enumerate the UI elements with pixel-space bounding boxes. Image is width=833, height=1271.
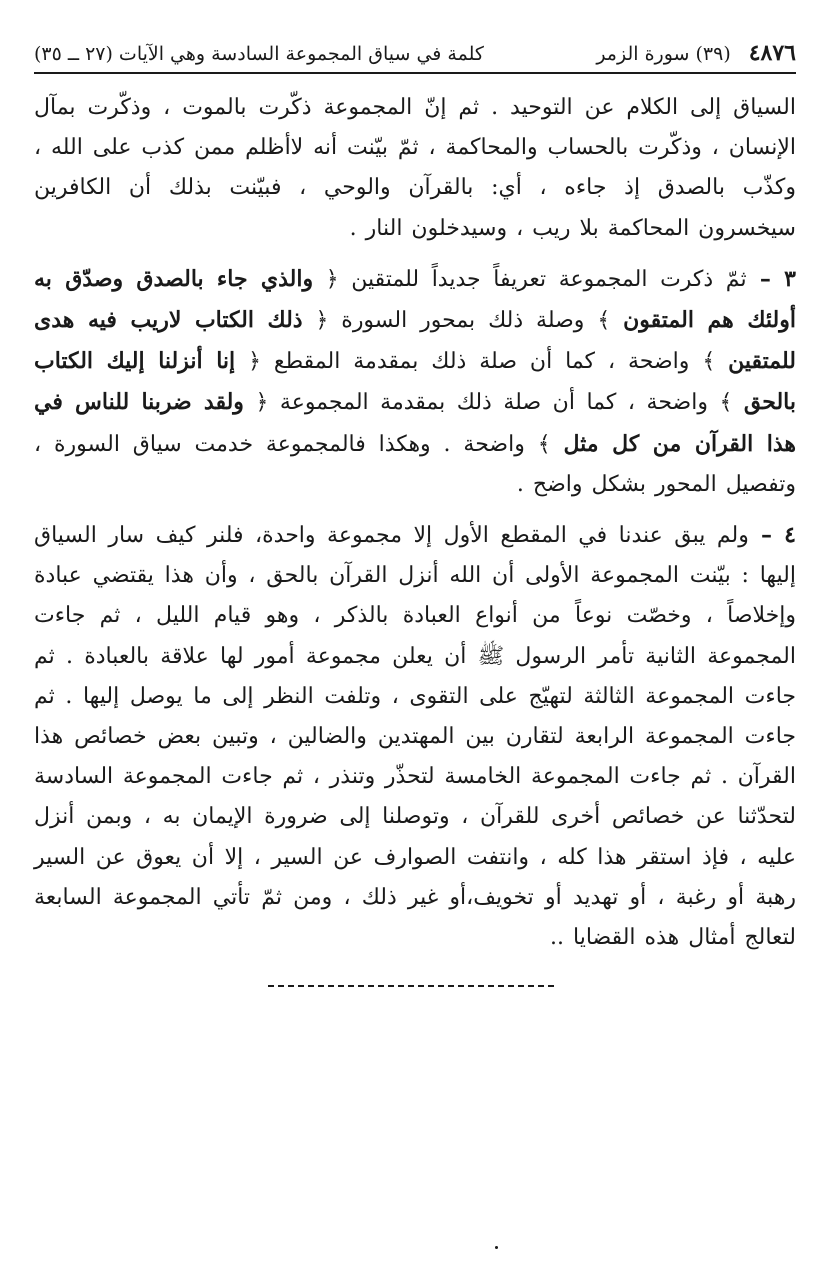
text-run: ﴾ وصلة ذلك بمحور السورة ﴿: [302, 308, 624, 334]
bold-text-run: إنا أنزلنا إليك الكتاب بالحق: [34, 348, 796, 416]
section-divider: [268, 985, 554, 987]
section-title: كلمة في سياق المجموعة السادسة وهي الآيات (٢٧ ــ ٣٥): [34, 43, 484, 65]
book-page: [34, 40, 796, 968]
bold-text-run: ٣ –: [746, 265, 796, 292]
paragraph: [34, 515, 796, 958]
text-run: ثمّ ذكرت المجموعة تعريفاً جديداً للمتقين ﴿: [313, 266, 747, 292]
paragraph: [34, 259, 796, 505]
bold-text-run: ذلك الكتاب لاريب فيه هدى للمتقين: [34, 307, 796, 375]
page-number: ٤٨٧٦: [748, 40, 796, 66]
text-run: ولم يبق عندنا في المقطع الأول إلا مجموعة واحدة، فلنر كيف سار السياق إليها : بيّنت المجموعة الأولى أن الله أنزل القرآن بالحق ، وأن هذا يقتضي عبادة وإخلاصاً ، وخصّت نوعاً من أنواع العبادة بالذكر ، وهو قيام الليل ، ثم جاءت المجموعة الثانية تأمر الرسول ﷺ أن يعلن مجموعة أمور لها علاقة بالعبادة . ثم جاءت المجموعة الثالثة لتهيّج على التقوى ، وتلفت النظر إلى ما يوصل إليها . ثم جاءت المجموعة الرابعة لتقارن بين المهتدين والضالين ، وتبين بعض خصائص هذا القرآن . ثم جاءت المجموعة الخامسة لتحذّر وتنذر ، ثم جاءت المجموعة السادسة لتحدّثنا عن خصائص أخرى للقرآن ، وتوصلنا إلى ضرورة الإيمان به ، وبمن أنزل عليه ، فإذ استقر هذا كله ، وانتفت الصوارف عن السير ، إلا أن يعوق عن السير رهبة أو رغبة ، أو تهديد أو تخويف،أو غير ذلك ، ومن ثمّ تأتي المجموعة السابعة لتعالج أمثال هذه القضايا ..: [34, 523, 796, 951]
page-mark: [495, 1246, 498, 1249]
running-header: [34, 40, 796, 74]
text-run: ﴾ واضحة ، كما أن صلة ذلك بمقدمة المجموعة ﴿: [243, 390, 744, 416]
body-text: [34, 88, 796, 958]
text-run: ﴾ واضحة . وهكذا فالمجموعة خدمت سياق السورة ، وتفصيل المحور بشكل واضح .: [34, 431, 796, 497]
bold-text-run: والذي جاء بالصدق وصدّق به أولئك هم المتقون: [34, 265, 796, 334]
paragraph: [34, 88, 796, 249]
text-run: ﴾ واضحة ، كما أن صلة ذلك بمقدمة المقطع ﴿: [235, 349, 729, 375]
text-run: السياق إلى الكلام عن التوحيد . ثم إنّ المجموعة ذكّرت بالموت ، وذكّرت بمآل الإنسان ، وذكّرت بالحساب والمحاكمة ، ثمّ بيّنت أنه لاأظلم ممن كذب على الله ، وكذّب بالصدق إذ جاءه ، أي: بالقرآن والوحي ، فبيّنت بذلك أن الكافرين سيخسرون المحاكمة بلا ريب ، وسيدخلون النار .: [34, 95, 796, 241]
surah-name: (٣٩) سورة الزمر: [596, 43, 731, 65]
bold-text-run: ولقد ضربنا للناس في هذا القرآن من كل مثل: [34, 389, 797, 457]
bold-text-run: ٤ –: [748, 522, 796, 549]
